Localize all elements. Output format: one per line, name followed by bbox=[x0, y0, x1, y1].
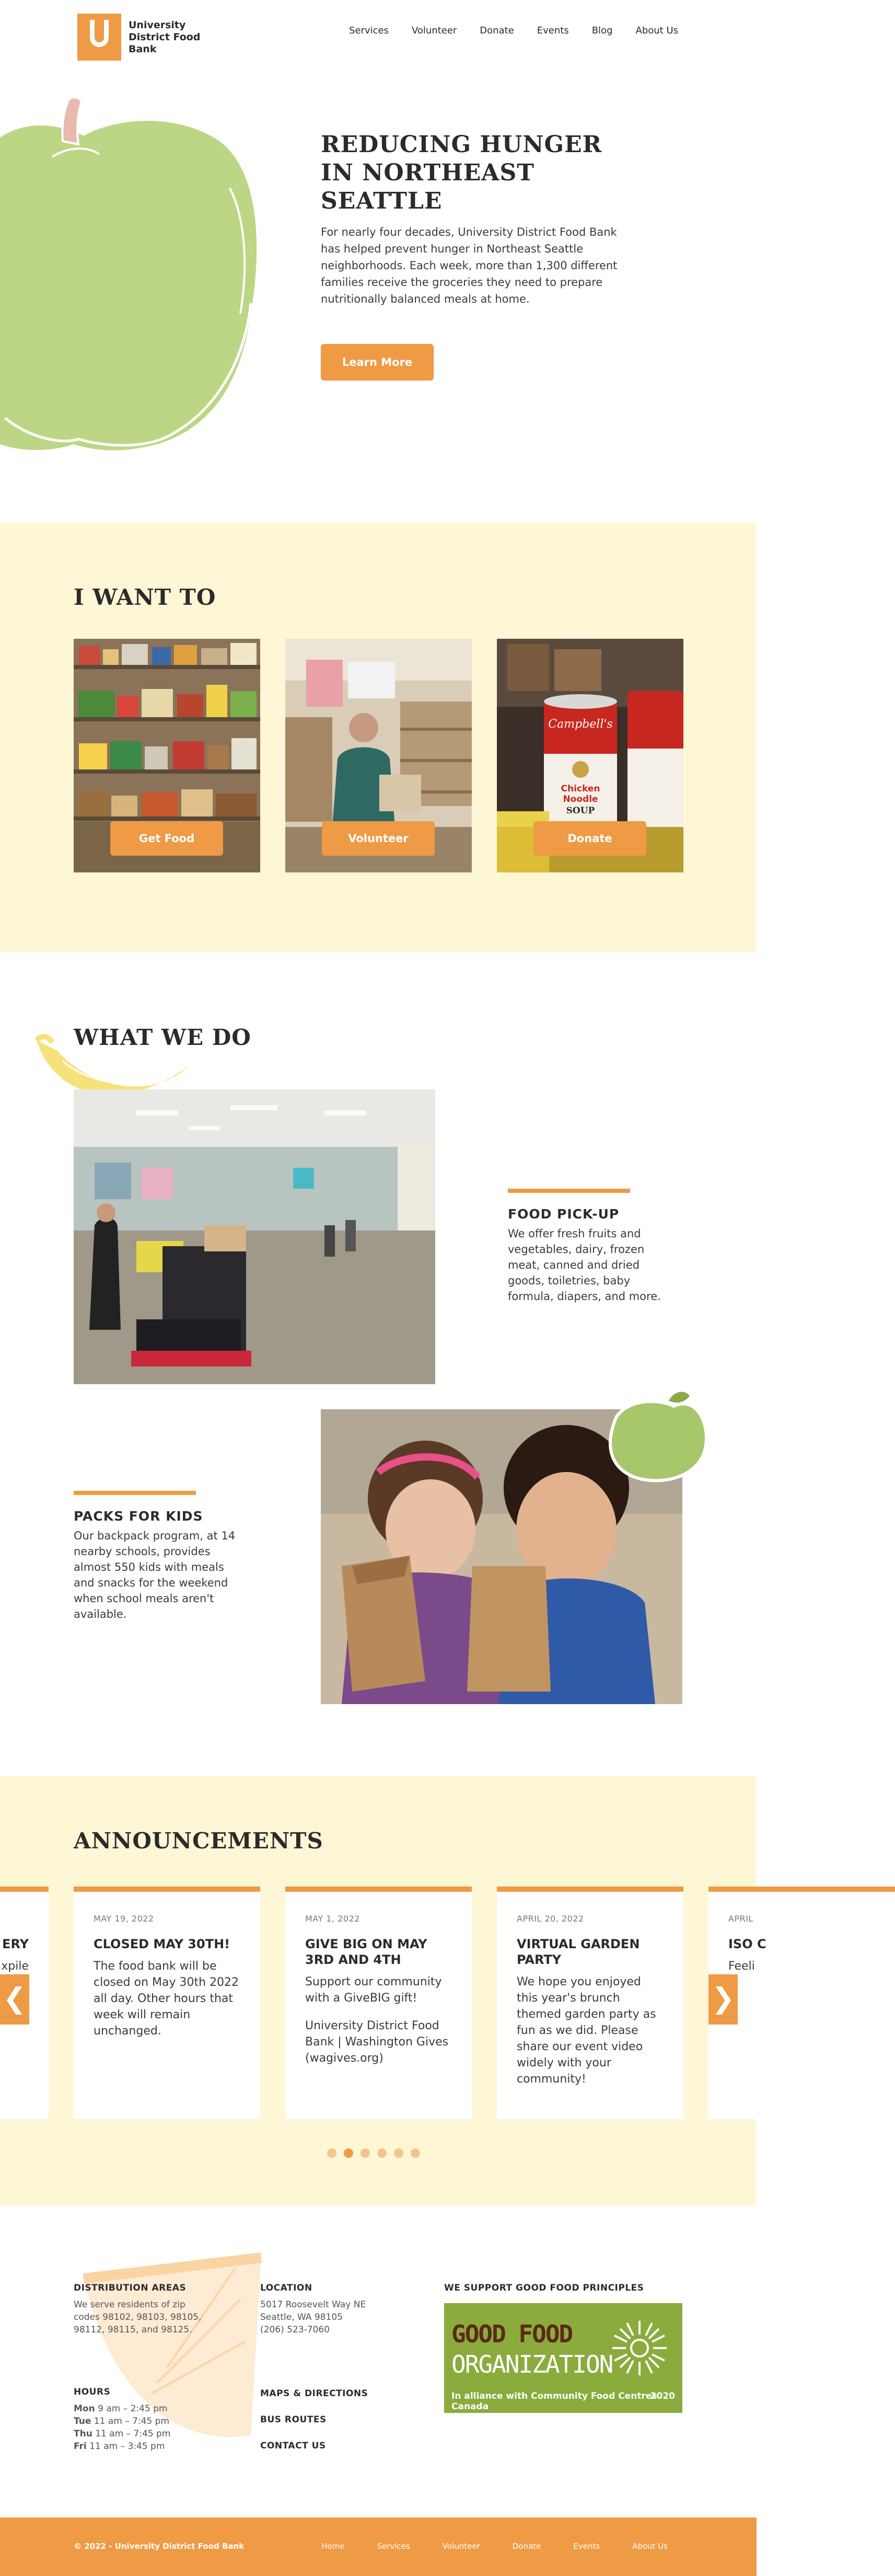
hours-row bbox=[74, 2415, 210, 2428]
site-logo[interactable] bbox=[77, 14, 207, 61]
announcements-title: ANNOUNCEMENTS bbox=[74, 1828, 323, 1854]
hours-day: Tue bbox=[74, 2416, 91, 2426]
hero-section bbox=[0, 68, 757, 523]
footer-nav-events[interactable]: Events bbox=[573, 2542, 600, 2551]
bottom-bar bbox=[0, 2517, 757, 2576]
can-label-line3: Noodle bbox=[563, 794, 598, 804]
feature-rule bbox=[74, 1491, 196, 1495]
carousel-prev-button[interactable]: ❮ bbox=[0, 1974, 29, 2025]
announcement-date: MAY 19, 2022 bbox=[94, 1914, 154, 1924]
copyright: © 2022 - University District Food Bank bbox=[74, 2542, 245, 2551]
announcement-card[interactable] bbox=[285, 1887, 472, 2119]
main-nav bbox=[349, 25, 678, 36]
announcement-title: ISO C bbox=[728, 1937, 766, 1951]
announcement-date: MAY 1, 2022 bbox=[305, 1914, 360, 1924]
location-line: Seattle, WA 98105 bbox=[260, 2312, 343, 2322]
nav-about-us[interactable]: About Us bbox=[635, 25, 678, 36]
announcement-title: VIRTUAL GARDEN PARTY bbox=[517, 1937, 640, 1967]
announcement-date: APRIL 20, 2022 bbox=[517, 1914, 584, 1924]
announcement-title: GIVE BIG ON MAY 3RD AND 4TH bbox=[305, 1937, 427, 1967]
carousel-next-button[interactable]: ❯ bbox=[708, 1974, 738, 2025]
badge-line1: GOOD FOOD bbox=[451, 2320, 573, 2348]
feature-rule bbox=[508, 1189, 630, 1193]
food-pickup-body: We offer fresh fruits and vegetables, dairy, frozen meat, canned and dried goods, toiletries, baby formula, diapers, and more. bbox=[508, 1227, 661, 1303]
packs-for-kids-feature bbox=[74, 1491, 241, 1622]
site-header bbox=[0, 0, 757, 68]
distribution-heading: DISTRIBUTION AREAS bbox=[74, 2283, 187, 2293]
carousel-dot[interactable] bbox=[411, 2148, 420, 2158]
volunteer-button[interactable]: Volunteer bbox=[322, 821, 435, 856]
hours-heading: HOURS bbox=[74, 2387, 111, 2397]
footer-nav-services[interactable]: Services bbox=[377, 2542, 410, 2551]
distribution-text: We serve residents of zip codes 98102, 98103, 98105, 98112, 98115, and 98125. bbox=[74, 2299, 202, 2335]
can-label-line2: Chicken bbox=[561, 784, 600, 794]
hero-body: For nearly four decades, University District Food Bank has helped prevent hunger in Northeast Seattle neighborhoods. Each week, more than 1,300 different families receive the groceries they need to prepare nutritionally balanced meals at home. bbox=[321, 226, 618, 305]
footer-info bbox=[0, 2205, 757, 2517]
hours bbox=[74, 2387, 210, 2453]
get-food-card[interactable] bbox=[74, 639, 260, 872]
can-label-line4: SOUP bbox=[566, 806, 595, 816]
packs-for-kids-body: Our backpack program, at 14 nearby schools, provides almost 550 kids with meals and snacks for the weekend when school meals aren't available. bbox=[74, 1530, 236, 1620]
nav-services[interactable]: Services bbox=[349, 25, 389, 36]
footer-nav-home[interactable]: Home bbox=[321, 2542, 345, 2551]
footer-nav-about-us[interactable]: About Us bbox=[632, 2542, 668, 2551]
hero-title: REDUCING HUNGER IN NORTHEAST SEATTLE bbox=[321, 131, 602, 214]
hours-row bbox=[74, 2428, 210, 2440]
announcement-link[interactable]: University District Food Bank | Washington Gives (wagives.org) bbox=[305, 2019, 449, 2065]
carousel-dot[interactable] bbox=[327, 2148, 336, 2158]
announcement-card[interactable] bbox=[74, 1887, 260, 2119]
hours-time: 9 am – 2:45 pm bbox=[98, 2404, 168, 2414]
what-we-do-title: WHAT WE DO bbox=[74, 1025, 251, 1050]
food-pickup-photo bbox=[74, 1089, 435, 1384]
hours-day: Fri bbox=[74, 2441, 87, 2452]
small-apple-illustration-icon bbox=[601, 1385, 711, 1485]
hero-text bbox=[321, 131, 634, 381]
food-pickup-feature bbox=[508, 1189, 670, 1304]
good-food-organization-badge[interactable] bbox=[444, 2303, 682, 2413]
maps-directions-link[interactable]: MAPS & DIRECTIONS bbox=[260, 2388, 368, 2399]
donate-button[interactable]: Donate bbox=[533, 821, 646, 856]
carousel-dot[interactable] bbox=[377, 2148, 387, 2158]
nav-blog[interactable]: Blog bbox=[591, 25, 613, 36]
announcement-body: The food bank will be closed on May 30th 2022 all day. Other hours that week will remain unchanged. bbox=[94, 1960, 239, 2038]
badge-year: 2020 bbox=[650, 2391, 675, 2401]
i-want-to-section bbox=[0, 523, 757, 952]
location bbox=[260, 2283, 396, 2336]
get-food-button[interactable]: Get Food bbox=[110, 821, 223, 856]
nav-donate[interactable]: Donate bbox=[480, 25, 514, 36]
packs-for-kids-title: PACKS FOR KIDS bbox=[74, 1509, 203, 1524]
logo-text: University District Food Bank bbox=[129, 19, 201, 55]
hours-time: 11 am – 7:45 pm bbox=[95, 2429, 171, 2439]
announcement-body: Support our community with a GiveBIG gift! bbox=[305, 1975, 442, 2005]
apple-illustration-icon bbox=[0, 94, 272, 470]
donate-card[interactable] bbox=[497, 639, 683, 872]
carousel-dot[interactable] bbox=[361, 2148, 370, 2158]
announcement-body: xpile bbox=[1, 1960, 29, 1973]
nav-events[interactable]: Events bbox=[537, 25, 569, 36]
contact-us-link[interactable]: CONTACT US bbox=[260, 2441, 326, 2451]
hours-row bbox=[74, 2440, 210, 2453]
what-we-do-section bbox=[0, 952, 757, 1776]
sunburst-icon bbox=[610, 2319, 669, 2377]
hours-row bbox=[74, 2402, 210, 2415]
badge-line2: ORGANIZATION bbox=[451, 2350, 613, 2378]
hours-day: Mon bbox=[74, 2404, 95, 2414]
carousel-dot[interactable] bbox=[394, 2148, 403, 2158]
badge-subtitle: In alliance with Community Food Centres Canada bbox=[451, 2391, 657, 2412]
footer-nav-donate[interactable]: Donate bbox=[512, 2542, 541, 2551]
hours-time: 11 am – 3:45 pm bbox=[89, 2441, 165, 2452]
carousel-dots bbox=[327, 2148, 420, 2158]
nav-volunteer[interactable]: Volunteer bbox=[411, 25, 457, 36]
announcement-title: ERY bbox=[2, 1937, 29, 1951]
i-want-to-title: I WANT TO bbox=[74, 584, 216, 610]
location-heading: LOCATION bbox=[260, 2283, 312, 2293]
hours-list bbox=[74, 2402, 210, 2453]
food-pickup-title: FOOD PICK-UP bbox=[508, 1206, 620, 1222]
bus-routes-link[interactable]: BUS ROUTES bbox=[260, 2414, 327, 2425]
announcements-section bbox=[0, 1776, 766, 2205]
volunteer-card[interactable] bbox=[285, 639, 472, 872]
location-line: 5017 Roosevelt Way NE bbox=[260, 2299, 366, 2310]
hours-time: 11 am – 7:45 pm bbox=[94, 2416, 170, 2426]
logo-mark-icon bbox=[77, 14, 121, 61]
distribution-areas bbox=[74, 2283, 210, 2336]
footer-nav-volunteer[interactable]: Volunteer bbox=[442, 2542, 480, 2551]
announcement-body: We hope you enjoyed this year's brunch themed garden party as fun as we did. Please share our event video widely with your community! bbox=[517, 1975, 656, 2086]
location-phone[interactable]: (206) 523-7060 bbox=[260, 2325, 330, 2335]
good-food-heading: WE SUPPORT GOOD FOOD PRINCIPLES bbox=[444, 2283, 644, 2293]
can-brand-label: Campbell's bbox=[548, 718, 613, 731]
announcement-card[interactable] bbox=[497, 1887, 683, 2119]
announcement-date: APRIL bbox=[728, 1914, 753, 1924]
footer-nav bbox=[321, 2542, 668, 2551]
announcement-title: CLOSED MAY 30TH! bbox=[94, 1937, 230, 1951]
announcement-body: Feeli bbox=[728, 1960, 755, 1973]
carousel-dot-active[interactable] bbox=[344, 2148, 353, 2158]
hours-day: Thu bbox=[74, 2429, 92, 2439]
learn-more-button[interactable]: Learn More bbox=[321, 344, 434, 381]
